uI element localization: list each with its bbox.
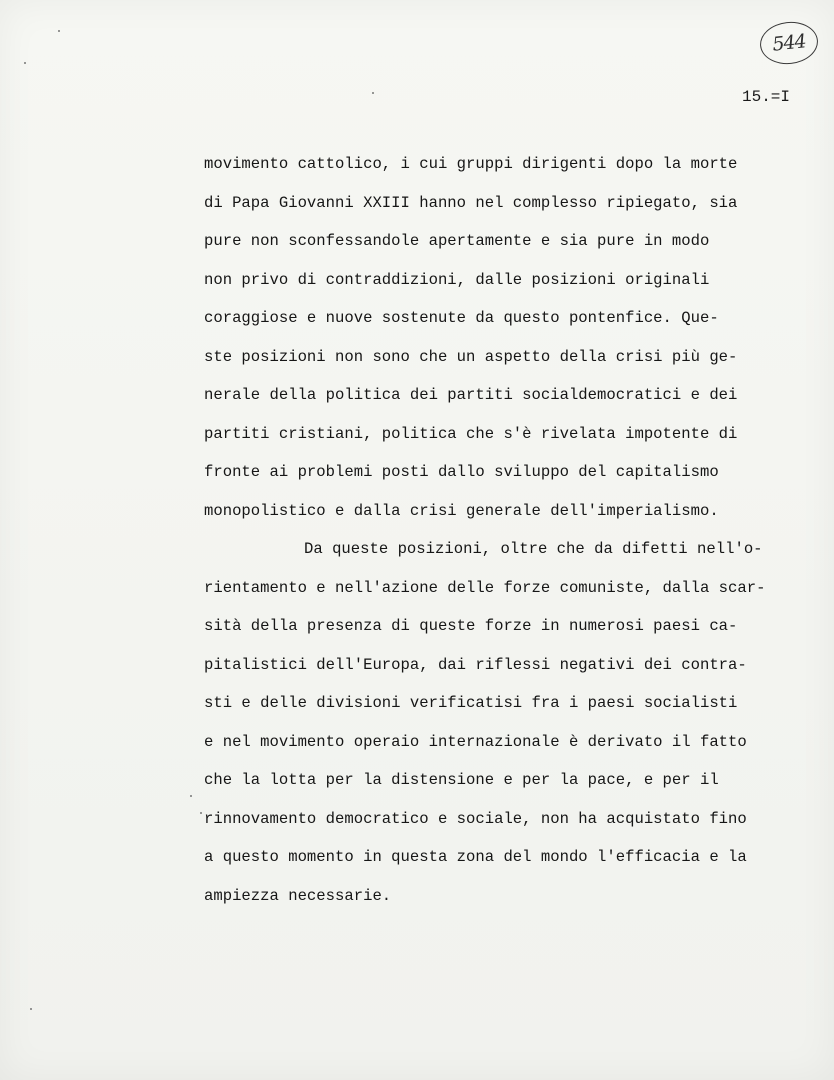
paper-speck [190,795,192,797]
text-line: a questo momento in questa zona del mondo l'efficacia e la [204,848,747,866]
text-line: fronte ai problemi posti dallo sviluppo del capitalismo [204,463,719,481]
text-line: sti e delle divisioni verificatisi fra i paesi socialisti [204,694,738,712]
text-line: pure non sconfessandole apertamente e sia pure in modo [204,232,710,250]
text-line: rientamento e nell'azione delle forze comuniste, dalla scar- [204,578,766,597]
text-line-indented: Da queste posizioni, oltre che da difetti nell'o- [304,540,763,558]
text-line: monopolistico e dalla crisi generale dell'imperialismo. [204,501,719,520]
paper-speck [200,812,202,814]
archive-number-stamp [758,19,820,67]
text-line: nerale della politica dei partiti socialdemocratici e dei [204,386,738,404]
paper-speck [30,1008,32,1010]
paper-speck [372,92,374,94]
archive-number: 544 [771,30,807,56]
text-line: rinnovamento democratico e sociale, non ha acquistato fino [204,809,747,828]
text-line: coraggiose e nuove sostenute da questo pontenfice. Que- [204,309,719,327]
paper-speck [58,30,60,32]
text-line: movimento cattolico, i cui gruppi dirigenti dopo la morte [204,155,738,173]
paper-speck [24,62,26,64]
page-number: 15.=I [742,88,791,106]
text-line: e nel movimento operaio internazionale è derivato il fatto [204,732,747,751]
text-line: che la lotta per la distensione e per la pace, e per il [204,771,719,789]
text-line: pitalistici dell'Europa, dai riflessi negativi dei contra- [204,655,747,674]
text-line: ampiezza necessarie. [204,886,392,905]
text-line: ste posizioni non sono che un aspetto della crisi più ge- [204,347,738,366]
text-line: partiti cristiani, politica che s'è rivelata impotente di [204,424,738,443]
text-line: di Papa Giovanni XXIII hanno nel complesso ripiegato, sia [204,193,738,212]
text-line: sità della presenza di queste forze in numerosi paesi ca- [204,617,738,635]
text-line: non privo di contraddizioni, dalle posizioni originali [204,270,710,289]
body-text [204,145,804,915]
